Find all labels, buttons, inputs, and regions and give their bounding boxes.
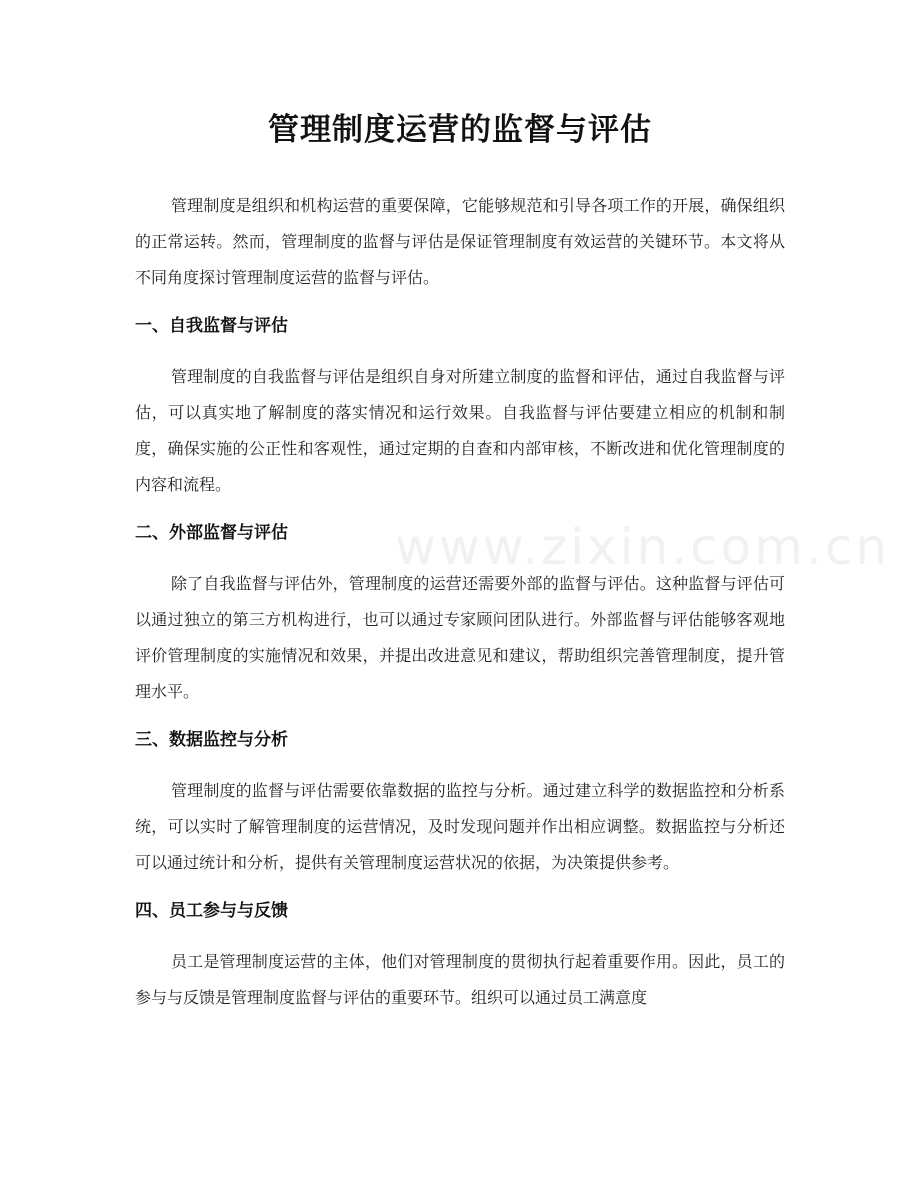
section-data-monitoring <box>135 724 785 881</box>
section-external-supervision <box>135 517 785 710</box>
section-self-supervision <box>135 310 785 503</box>
section-paragraph: 除了自我监督与评估外，管理制度的运营还需要外部的监督与评估。这种监督与评估可以通过独立的第三方机构进行，也可以通过专家顾问团队进行。外部监督与评估能够客观地评价管理制度的实施情况和效果，并提出改进意见和建议，帮助组织完善管理制度，提升管理水平。 <box>135 574 785 701</box>
section-heading: 二、外部监督与评估 <box>135 523 288 543</box>
intro-paragraph: 管理制度是组织和机构运营的重要保障，它能够规范和引导各项工作的开展，确保组织的正常运转。然而，管理制度的监督与评估是保证管理制度有效运营的关键环节。本文将从不同角度探讨管理制度运营的监督与评估。 <box>135 196 785 287</box>
section-paragraph: 员工是管理制度运营的主体，他们对管理制度的贯彻执行起着重要作用。因此，员工的参与与反馈是管理制度监督与评估的重要环节。组织可以通过员工满意度 <box>135 952 785 1007</box>
section-heading: 四、员工参与与反馈 <box>135 901 288 921</box>
document-title: 管理制度运营的监督与评估 <box>268 112 652 148</box>
section-paragraph: 管理制度的自我监督与评估是组织自身对所建立制度的监督和评估，通过自我监督与评估，可以真实地了解制度的落实情况和运行效果。自我监督与评估要建立相应的机制和制度，确保实施的公正性和客观性，通过定期的自查和内部审核，不断改进和优化管理制度的内容和流程。 <box>135 367 785 494</box>
section-heading: 三、数据监控与分析 <box>135 730 288 750</box>
section-paragraph: 管理制度的监督与评估需要依靠数据的监控与分析。通过建立科学的数据监控和分析系统，可以实时了解管理制度的运营情况，及时发现问题并作出相应调整。数据监控与分析还可以通过统计和分析，提供有关管理制度运营状况的依据，为决策提供参考。 <box>135 781 785 872</box>
section-employee-feedback <box>135 895 785 1016</box>
section-heading: 一、自我监督与评估 <box>135 316 288 336</box>
watermark: www.zixin.com.cn <box>395 518 891 576</box>
